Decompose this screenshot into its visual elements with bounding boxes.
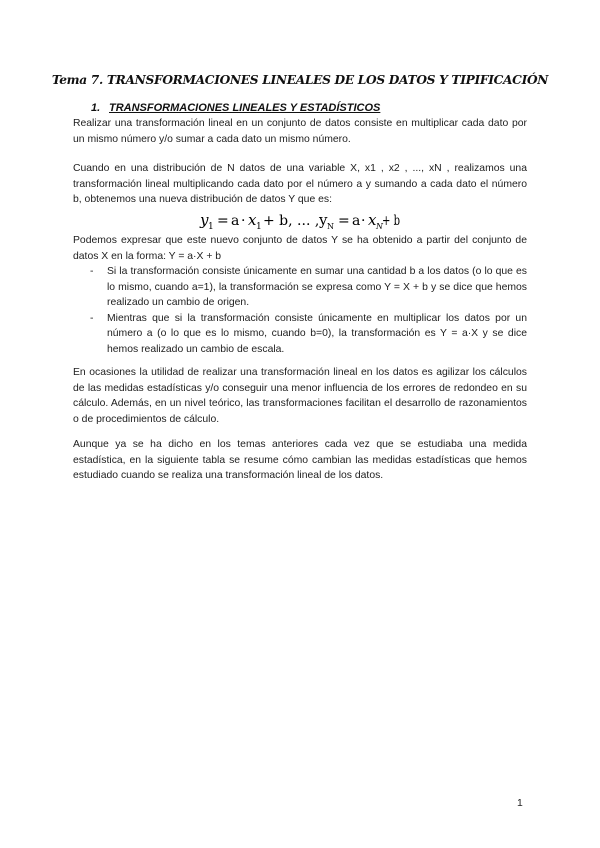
formula-x1-sub: 1 [256, 222, 262, 232]
section-heading [91, 102, 380, 114]
formula-yN-sub: N [327, 222, 334, 231]
formula-a2: a [352, 213, 361, 229]
transformation-formula [200, 208, 400, 234]
formula-eq1: = [217, 213, 229, 229]
formula-dot2: · [361, 213, 366, 229]
paragraph-summary: Aunque ya se ha dicho en los temas anteriores cada vez que se estudiaba una medida estadística, en la siguiente tabla se resume cómo cambian las medidas estadísticas que hemos estudiado cuando se realiza una transformación lineal de los datos. [73, 439, 527, 481]
formula-plus-b: + b [382, 213, 401, 229]
formula-x1: x [248, 211, 257, 229]
bullet-item-origin [90, 264, 527, 311]
document-title: Tema 7. TRANSFORMACIONES LINEALES DE LOS DATOS Y TIPIFICACIÓN [51, 73, 549, 87]
section-heading-text: TRANSFORMACIONES LINEALES Y ESTADÍSTICOS [109, 102, 381, 114]
formula-a1: a [231, 213, 240, 229]
bullet-dash: - [90, 312, 94, 324]
formula-xN-sub: N [376, 222, 383, 231]
bullet-list [90, 264, 527, 357]
paragraph-utility: En ocasiones la utilidad de realizar una transformación lineal en los datos es agilizar los cálculos de las medidas estadísticas y/o conseguir una menor influencia de los errores de redondeo en su cálculo. Además, en un nivel teórico, las transformaciones facilitan el desarrollo de razonamientos o de procedimientos de cálculo. [73, 367, 527, 425]
paragraph-distribution: Cuando en una distribución de N datos de una variable X, x1 , x2 , ..., xN , realizamos una transformación lineal multiplicando cada dato por el número a y sumando a cada dato el número b, obtenemos una nueva distribución de datos Y que es: [73, 163, 527, 205]
formula-yN: y [319, 211, 328, 229]
section-number: 1. [91, 102, 101, 114]
bullet-item-scale [90, 311, 527, 358]
formula-y1: y [200, 211, 209, 229]
formula-dot1: · [241, 213, 246, 229]
paragraph-expression: Podemos expresar que este nuevo conjunto de datos Y se ha obtenido a partir del conjunto de datos X en la forma: Y = a·X + b [73, 235, 527, 262]
formula-y1-sub: 1 [208, 222, 214, 232]
page-number: 1 [517, 798, 523, 809]
bullet-dash: - [90, 266, 94, 277]
formula-plus-b-dots: + b, ... , [263, 213, 320, 229]
bullet-text: Mientras que si la transformación consiste únicamente en multiplicar los datos por un número a (o lo que es lo mismo, cuando b=0), la transformación es Y = a·X y se dice hemos realizado un cambio de escala. [107, 312, 527, 355]
paragraph-definition: Realizar una transformación lineal en un conjunto de datos consiste en multiplicar cada dato por un mismo número y/o sumar a cada dato un mismo número. [73, 118, 527, 145]
formula-xN: x [368, 211, 377, 229]
formula-eq2: = [338, 213, 350, 229]
bullet-text: Si la transformación consiste únicamente en sumar una cantidad b a los datos (o lo que es lo mismo, cuando a=1), la transformación se expresa como Y = X + b y se dice que hemos realizado un cambio de origen. [107, 266, 527, 308]
